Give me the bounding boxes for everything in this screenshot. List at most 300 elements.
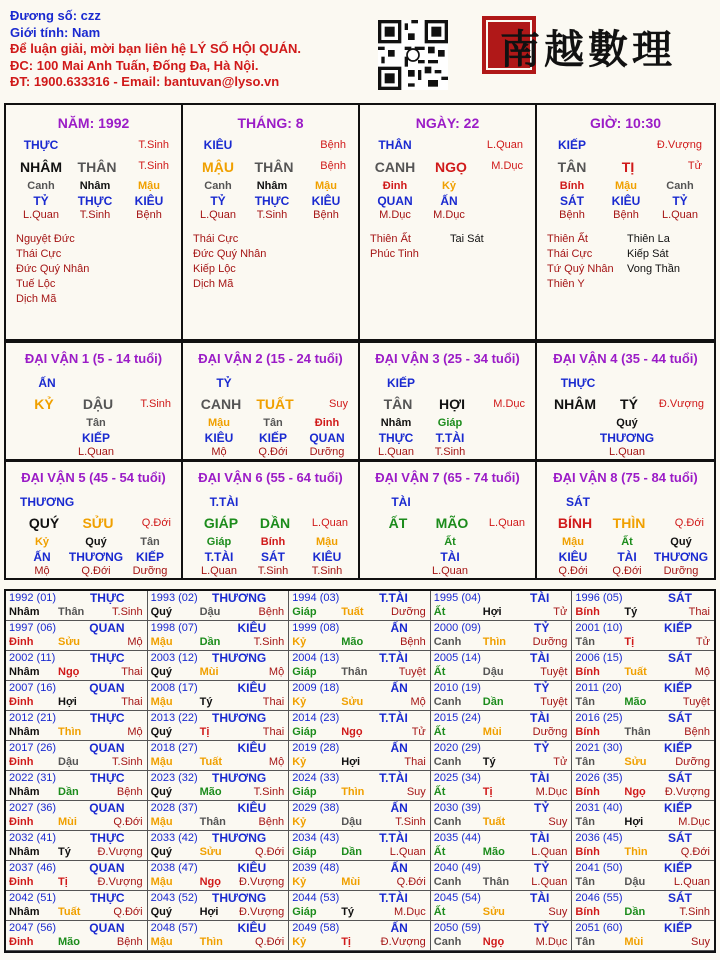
year-chi: Dần: [482, 696, 504, 708]
year-label: 2047 (56): [9, 922, 57, 934]
year-label: 2015 (24): [433, 712, 481, 724]
year-god: THƯƠNG: [212, 711, 267, 725]
qr-code-icon: [378, 20, 448, 90]
year-stage: Bệnh: [684, 726, 710, 738]
pillar-title: THÁNG: 8: [237, 115, 304, 131]
year-god: THƯƠNG: [212, 831, 267, 845]
hidden-god: TÀI: [440, 550, 460, 564]
dai-van-8: [537, 462, 714, 578]
year-can: Đinh: [9, 816, 34, 828]
year-chi: Tý: [58, 846, 71, 858]
year-label: 1999 (08): [292, 622, 340, 634]
star-item: Tứ Quý Nhân: [547, 263, 614, 275]
year-cell: [431, 861, 573, 891]
year-chi: Dần: [341, 846, 362, 858]
hidden-stage: L.Quan: [377, 446, 415, 458]
year-god: KIẾP: [663, 861, 692, 875]
year-cell: [572, 711, 714, 741]
year-can: Đinh: [9, 756, 34, 768]
year-label: 2042 (51): [9, 892, 57, 904]
dai-van-stage: Đ.Vượng: [658, 398, 704, 410]
year-can: Ất: [433, 786, 446, 798]
year-stage: Q.Đới: [680, 846, 710, 858]
hidden-stage: Bệnh: [136, 209, 162, 221]
year-cell: [289, 831, 431, 861]
year-god: SÁT: [668, 771, 692, 785]
hidden-god: TỶ: [33, 194, 49, 208]
year-chi: Ngọ: [58, 666, 80, 678]
year-label: 2036 (45): [575, 832, 623, 844]
year-can: Đinh: [9, 936, 34, 948]
pillar-god: THỰC: [23, 138, 59, 152]
dai-van-3: [360, 343, 537, 459]
year-chi: Thìn: [199, 936, 223, 948]
year-stage: Thai: [688, 606, 710, 618]
dai-van-4: [537, 343, 714, 459]
hidden-god: T.TÀI: [204, 550, 234, 564]
dai-van-god: T.TÀI: [209, 495, 239, 509]
year-cell: [431, 801, 573, 831]
year-god: THỰC: [89, 591, 125, 605]
dai-van-chi: MÃO: [435, 515, 469, 531]
year-stage: T.Sinh: [253, 636, 285, 648]
year-chi: Thân: [482, 876, 510, 888]
year-can: Quý: [150, 906, 172, 918]
gender: Giới tính: Nam: [10, 24, 101, 40]
year-chi: Thìn: [482, 636, 507, 648]
year-god: SÁT: [668, 891, 692, 905]
logo-text: 南越數理: [500, 26, 676, 73]
pillar-1: [6, 105, 183, 339]
year-chi: Dậu: [624, 876, 646, 888]
year-cell: [6, 891, 148, 921]
year-can: Canh: [433, 696, 462, 708]
hidden-can: Đinh: [382, 180, 408, 192]
year-cell: [148, 771, 290, 801]
dai-van-can: GIÁP: [203, 515, 239, 531]
year-god: SÁT: [668, 651, 692, 665]
year-god: TÀI: [530, 651, 550, 665]
year-can: Tân: [575, 876, 595, 888]
year-can: Kỷ: [292, 636, 307, 648]
hidden-god: KIẾP: [81, 431, 110, 445]
dai-van-can: CANH: [200, 396, 242, 412]
year-stage: M.Dục: [394, 906, 426, 918]
year-can: Ất: [433, 666, 446, 678]
year-chi: Mão: [199, 786, 222, 798]
year-can: Quý: [150, 786, 172, 798]
year-can: Mậu: [150, 936, 173, 948]
year-god: TỶ: [534, 921, 550, 935]
star-item: Dịch Mã: [193, 278, 234, 290]
pillar-stage: T.Sinh: [138, 139, 169, 151]
year-chi: Ngọ: [199, 876, 221, 888]
hidden-god: KIÊU: [204, 431, 234, 445]
year-label: 2013 (22): [150, 712, 198, 724]
star-item: Đức Quý Nhân: [16, 263, 90, 275]
year-chi: Ngọ: [341, 726, 363, 738]
dai-van-god: THƯƠNG: [20, 495, 75, 509]
year-stage: Mộ: [268, 756, 285, 768]
year-can: Quý: [150, 666, 172, 678]
dai-van-row-1: [4, 341, 716, 461]
year-stage: L.Quan: [531, 876, 568, 888]
year-label: 2028 (37): [150, 802, 198, 814]
year-chi: Thìn: [58, 726, 82, 738]
year-god: SÁT: [668, 831, 692, 845]
year-cell: [289, 651, 431, 681]
pillar-2: [183, 105, 360, 339]
dai-van-title: ĐẠI VẬN 6 (55 - 64 tuổi): [198, 470, 343, 485]
year-stage: Tử: [695, 636, 710, 648]
hidden-can: Ất: [444, 536, 456, 548]
year-can: Đinh: [9, 696, 34, 708]
year-god: SÁT: [668, 591, 692, 605]
year-god: TỶ: [534, 681, 550, 695]
year-chi: Thìn: [341, 786, 365, 798]
pillar-can: TÂN: [557, 159, 587, 175]
hidden-stage: T.Sinh: [311, 565, 343, 577]
year-god: QUAN: [89, 681, 125, 695]
stars-left: [370, 232, 419, 262]
dai-van-2: [183, 343, 360, 459]
dai-van-chi: TÝ: [620, 396, 638, 412]
year-stage: Đ.Vượng: [97, 876, 143, 888]
year-chi: Tị: [199, 726, 210, 738]
hidden-god: TÀI: [617, 550, 637, 564]
hidden-can: Mậu: [208, 417, 230, 429]
year-can: Kỷ: [292, 696, 307, 708]
year-can: Giáp: [292, 786, 317, 798]
year-cell: [6, 591, 148, 621]
year-cell: [6, 771, 148, 801]
hidden-can: Quý: [85, 536, 107, 548]
year-chi: Tị: [482, 786, 493, 798]
year-cell: [148, 861, 290, 891]
dai-van-chi: DẦN: [259, 515, 291, 531]
year-can: Bính: [575, 726, 600, 738]
stars-left: [193, 232, 266, 292]
year-label: 2034 (43): [292, 832, 340, 844]
hidden-god: TỶ: [672, 194, 688, 208]
dai-van-chi: DẬU: [82, 396, 114, 412]
dai-van-stage: Q.Đới: [674, 517, 704, 529]
year-chi: Tý: [624, 606, 638, 618]
year-can: Bính: [575, 666, 600, 678]
hidden-can: Giáp: [206, 536, 232, 548]
year-label: 2039 (48): [292, 862, 340, 874]
year-can: Nhâm: [9, 606, 40, 618]
dai-van-chi: SỬU: [82, 515, 114, 531]
year-cell: [289, 921, 431, 951]
year-chi: Sửu: [58, 636, 81, 648]
hidden-stage: Q.Đới: [558, 565, 588, 577]
year-label: 2014 (23): [292, 712, 340, 724]
pillar-chi: NGỌ: [435, 159, 467, 175]
star-item: Kiếp Sát: [627, 248, 669, 260]
hidden-can: Mậu: [316, 536, 338, 548]
dai-van-stage: Suy: [329, 398, 348, 410]
pillar-stage: L.Quan: [486, 139, 523, 151]
address: ĐC: 100 Mai Anh Tuấn, Đống Đa, Hà Nội.: [10, 57, 259, 73]
year-stage: Bệnh: [258, 606, 285, 618]
pillar-chi-stage: Tử: [687, 160, 702, 172]
four-pillars-table: [4, 103, 716, 341]
year-god: KIẾP: [663, 621, 692, 635]
star-item: Kiếp Lộc: [193, 263, 236, 275]
dai-van-title: ĐẠI VẬN 7 (65 - 74 tuổi): [375, 470, 520, 485]
year-chi: Tuất: [58, 906, 81, 918]
year-chi: Hợi: [58, 696, 77, 708]
year-can: Bính: [575, 606, 600, 618]
year-chi: Dần: [624, 906, 646, 918]
year-stage: Mộ: [127, 726, 143, 738]
year-label: 2043 (52): [150, 892, 198, 904]
hidden-stage: T.Sinh: [434, 446, 466, 458]
hidden-stage: L.Quan: [77, 446, 115, 458]
dai-van-chi: THÌN: [612, 515, 646, 531]
year-cell: [6, 831, 148, 861]
pillar-can: CANH: [374, 159, 416, 175]
year-god: T.TÀI: [379, 651, 408, 665]
year-label: 2007 (16): [9, 682, 57, 694]
year-label: 2026 (35): [575, 772, 623, 784]
year-cell: [148, 801, 290, 831]
dai-van-6: [183, 462, 360, 578]
year-god: KIẾP: [663, 921, 692, 935]
year-cell: [572, 771, 714, 801]
header-info: [10, 8, 370, 91]
hidden-stage: L.Quan: [200, 565, 238, 577]
year-cell: [6, 681, 148, 711]
dai-van-god: TỶ: [216, 376, 232, 390]
year-god: T.TÀI: [379, 891, 408, 905]
year-stage: Bệnh: [400, 636, 426, 648]
year-cell: [289, 861, 431, 891]
year-cell: [148, 681, 290, 711]
dai-van-stage: L.Quan: [488, 517, 525, 529]
star-item: Tuế Lộc: [16, 278, 56, 290]
year-stage: Thai: [262, 696, 285, 708]
year-chi: Mùi: [58, 816, 77, 828]
hidden-can: Tân: [140, 536, 160, 548]
year-stage: Dưỡng: [391, 606, 426, 618]
year-can: Nhâm: [9, 666, 40, 678]
year-label: 2019 (28): [292, 742, 340, 754]
hidden-god: SÁT: [261, 550, 285, 564]
hidden-stage: Dưỡng: [309, 446, 345, 458]
year-label: 2031 (40): [575, 802, 623, 814]
year-label: 2051 (60): [575, 922, 623, 934]
year-can: Quý: [150, 846, 172, 858]
year-label: 2024 (33): [292, 772, 340, 784]
pillar-chi: TỊ: [621, 159, 635, 175]
year-god: ẤN: [390, 861, 408, 875]
pillar-chi-stage: Bệnh: [320, 160, 346, 172]
year-chi: Mão: [482, 846, 505, 858]
owner-name: Đương số: czz: [10, 8, 101, 23]
year-can: Bính: [575, 846, 600, 858]
year-cell: [431, 771, 573, 801]
year-chi: Mão: [624, 696, 647, 708]
hidden-stage: Q.Đới: [612, 565, 642, 577]
year-god: QUAN: [89, 801, 125, 815]
year-stage: Thai: [121, 666, 143, 678]
year-label: 2010 (19): [433, 682, 481, 694]
pillar-chi-stage: T.Sinh: [138, 160, 169, 172]
year-stage: T.Sinh: [112, 756, 143, 768]
year-god: KIÊU: [237, 621, 267, 635]
year-god: TÀI: [530, 831, 550, 845]
year-label: 2029 (38): [292, 802, 340, 814]
year-can: Tân: [575, 756, 595, 768]
year-label: 2016 (25): [575, 712, 623, 724]
year-god: ẤN: [390, 741, 408, 755]
year-cell: [148, 591, 290, 621]
year-label: 2012 (21): [9, 712, 57, 724]
year-cell: [6, 711, 148, 741]
year-can: Giáp: [292, 846, 317, 858]
year-chi: Tuất: [199, 756, 222, 768]
year-cell: [289, 711, 431, 741]
hidden-god: THỰC: [77, 194, 113, 208]
year-god: THƯƠNG: [212, 591, 267, 605]
hidden-can: Quý: [670, 536, 692, 548]
year-stage: M.Dục: [535, 786, 568, 798]
hidden-stage: L.Quan: [22, 209, 60, 221]
year-god: THƯƠNG: [212, 651, 267, 665]
hidden-can: Giáp: [437, 417, 463, 429]
year-label: 2040 (49): [433, 862, 481, 874]
year-chi: Dậu: [58, 756, 79, 768]
hidden-god: KIÊU: [611, 194, 641, 208]
year-god: ẤN: [390, 801, 408, 815]
year-can: Nhâm: [9, 906, 40, 918]
year-cell: [431, 711, 573, 741]
year-label: 2025 (34): [433, 772, 481, 784]
year-stage: Tuyệt: [682, 696, 710, 708]
year-label: 2041 (50): [575, 862, 623, 874]
year-stage: Suy: [406, 786, 426, 798]
year-cell: [431, 591, 573, 621]
year-label: 2004 (13): [292, 652, 340, 664]
year-stage: T.Sinh: [112, 606, 143, 618]
year-label: 1997 (06): [9, 622, 57, 634]
year-cell: [6, 861, 148, 891]
dai-van-stage: T.Sinh: [140, 398, 171, 410]
dai-van-god: KIẾP: [386, 376, 415, 390]
year-cell: [289, 801, 431, 831]
year-chi: Thìn: [624, 846, 648, 858]
year-god: KIÊU: [237, 801, 267, 815]
hidden-can: Mậu: [138, 180, 160, 192]
dai-van-stage: M.Dục: [493, 398, 525, 410]
year-cell: [572, 831, 714, 861]
year-label: 1992 (01): [9, 592, 57, 604]
hidden-can: Mậu: [315, 180, 337, 192]
year-chi: Dậu: [482, 666, 504, 678]
hidden-can: Canh: [27, 180, 55, 192]
star-item: Thái Cực: [16, 248, 62, 260]
contact-note: Để luận giải, mời bạn liên hệ LÝ SỐ HỘI QUÁN.: [10, 41, 301, 56]
year-can: Đinh: [9, 636, 34, 648]
year-chi: Tị: [624, 636, 635, 648]
logo: [478, 8, 710, 80]
year-chi: Tý: [482, 756, 496, 768]
year-stage: Mộ: [127, 636, 143, 648]
year-cell: [148, 621, 290, 651]
hidden-god: THƯƠNG: [653, 550, 709, 564]
year-god: ẤN: [390, 921, 408, 935]
year-label: 2001 (10): [575, 622, 623, 634]
year-stage: Mộ: [268, 666, 285, 678]
year-stage: Thai: [404, 756, 426, 768]
pillar-chi: THÂN: [254, 159, 294, 175]
year-god: T.TÀI: [379, 591, 408, 605]
year-stage: T.Sinh: [253, 786, 285, 798]
year-god: THỰC: [89, 771, 125, 785]
year-stage: L.Quan: [673, 876, 710, 888]
year-label: 2017 (26): [9, 742, 57, 754]
year-chi: Hợi: [199, 906, 219, 918]
stars-right: [627, 232, 680, 277]
hidden-stage: Mộ: [211, 446, 227, 458]
year-chi: Ngọ: [482, 936, 505, 948]
year-god: TỶ: [534, 621, 550, 635]
hidden-god: QUAN: [377, 194, 413, 208]
year-stage: M.Dục: [678, 816, 710, 828]
dai-van-title: ĐẠI VẬN 2 (15 - 24 tuổi): [198, 351, 343, 366]
year-cell: [6, 741, 148, 771]
year-stage: Đ.Vượng: [239, 906, 285, 918]
year-can: Mậu: [150, 876, 173, 888]
year-chi: Sửu: [482, 906, 505, 918]
year-stage: Tuyệt: [540, 696, 568, 708]
hidden-can: Tân: [263, 417, 283, 429]
hidden-stage: Q.Đới: [81, 565, 111, 577]
year-can: Ất: [433, 846, 446, 858]
year-stage: Q.Đới: [396, 876, 426, 888]
year-chi: Tuất: [482, 816, 506, 828]
star-item: Thái Cực: [193, 233, 239, 245]
phone-email: ĐT: 1900.633316 - Email: bantuvan@lyso.vn: [10, 74, 280, 89]
hidden-stage: L.Quan: [661, 209, 699, 221]
year-stage: Tuyệt: [398, 666, 426, 678]
hidden-can: Quý: [616, 417, 638, 429]
year-chi: Dậu: [341, 816, 362, 828]
year-cell: [572, 651, 714, 681]
hidden-god: KIÊU: [312, 550, 342, 564]
year-cell: [289, 891, 431, 921]
year-chi: Tị: [341, 936, 351, 948]
hidden-stage: L.Quan: [199, 209, 237, 221]
year-cell: [289, 591, 431, 621]
year-cell: [148, 831, 290, 861]
year-god: T.TÀI: [379, 831, 408, 845]
year-can: Giáp: [292, 726, 317, 738]
star-item: Đức Quý Nhân: [193, 248, 267, 260]
year-stage: Q.Đới: [113, 906, 143, 918]
year-stage: Mộ: [694, 666, 710, 678]
dai-van-can: ẤT: [388, 515, 408, 531]
year-god: THỰC: [89, 891, 125, 905]
year-chi: Tý: [341, 906, 355, 918]
year-god: TỶ: [534, 741, 550, 755]
year-can: Ất: [433, 726, 446, 738]
year-can: Mậu: [150, 816, 173, 828]
year-stage: Suy: [548, 906, 568, 918]
hidden-can: Mậu: [615, 180, 637, 192]
